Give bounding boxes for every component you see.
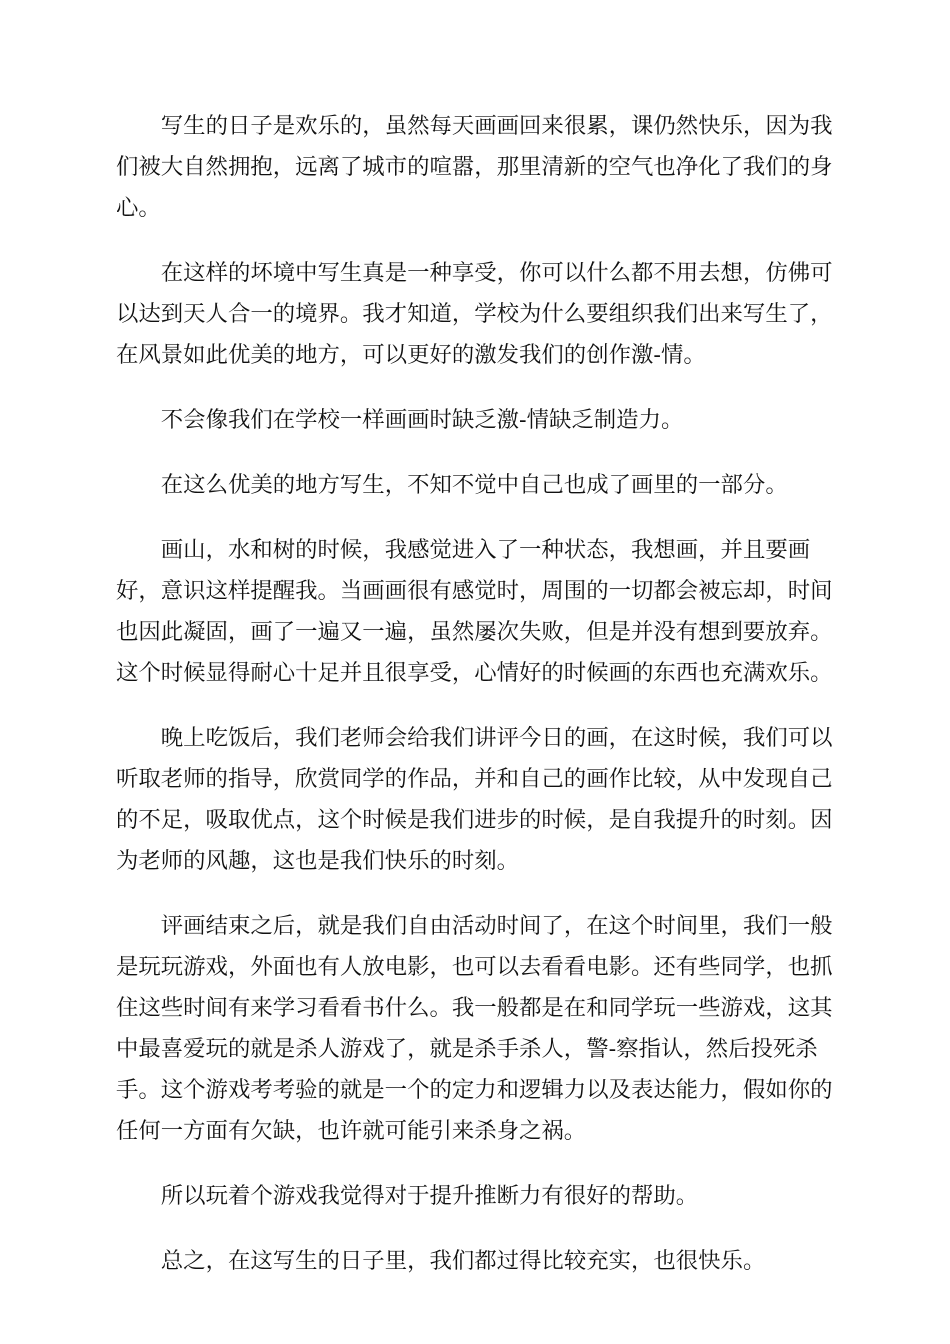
paragraph: 画山，水和树的时候，我感觉进入了一种状态，我想画，并且要画好，意识这样提醒我。当画画很有感觉时，周围的一切都会被忘却，时间也因此凝固，画了一遍又一遍，虽然屡次失败，但是并没有想到要放弃。这个时候显得耐心十足并且很享受，心情好的时候画的东西也充满欢乐。 xyxy=(116,537,833,686)
paragraph: 在这样的坏境中写生真是一种享受，你可以什么都不用去想，仿佛可以达到天人合一的境界。我才知道，学校为什么要组织我们出来写生了，在风景如此优美的地方，可以更好的激发我们的创作激-情。 xyxy=(116,260,833,368)
paragraph: 不会像我们在学校一样画画时缺乏激-情缺乏制造力。 xyxy=(160,407,684,433)
paragraph: 在这么优美的地方写生，不知不觉中自己也成了画里的一部分。 xyxy=(160,472,788,498)
paragraph: 晚上吃饭后，我们老师会给我们讲评今日的画，在这时候，我们可以听取老师的指导，欣赏同学的作品，并和自己的画作比较，从中发现自己的不足，吸取优点，这个时候是我们进步的时候，是自我提升的时刻。因为老师的风趣，这也是我们快乐的时刻。 xyxy=(116,725,833,874)
paragraph: 评画结束之后，就是我们自由活动时间了，在这个时间里，我们一般是玩玩游戏，外面也有人放电影，也可以去看看电影。还有些同学，也抓住这些时间有来学习看看书什么。我一般都是在和同学玩一些游戏，这其中最喜爱玩的就是杀人游戏了，就是杀手杀人，警-察指认，然后投死杀手。这个游戏考考验的就是一个的定力和逻辑力以及表达能力，假如你的任何一方面有欠缺，也许就可能引来杀身之祸。 xyxy=(116,913,833,1144)
paragraph: 写生的日子是欢乐的，虽然每天画画回来很累，课仍然快乐，因为我们被大自然拥抱，远离了城市的喧嚣，那里清新的空气也净化了我们的身心。 xyxy=(116,113,833,221)
paragraph: 所以玩着个游戏我觉得对于提升推断力有很好的帮助。 xyxy=(160,1183,699,1209)
document-body xyxy=(116,106,834,1306)
paragraph: 总之，在这写生的日子里，我们都过得比较充实，也很快乐。 xyxy=(160,1248,766,1274)
